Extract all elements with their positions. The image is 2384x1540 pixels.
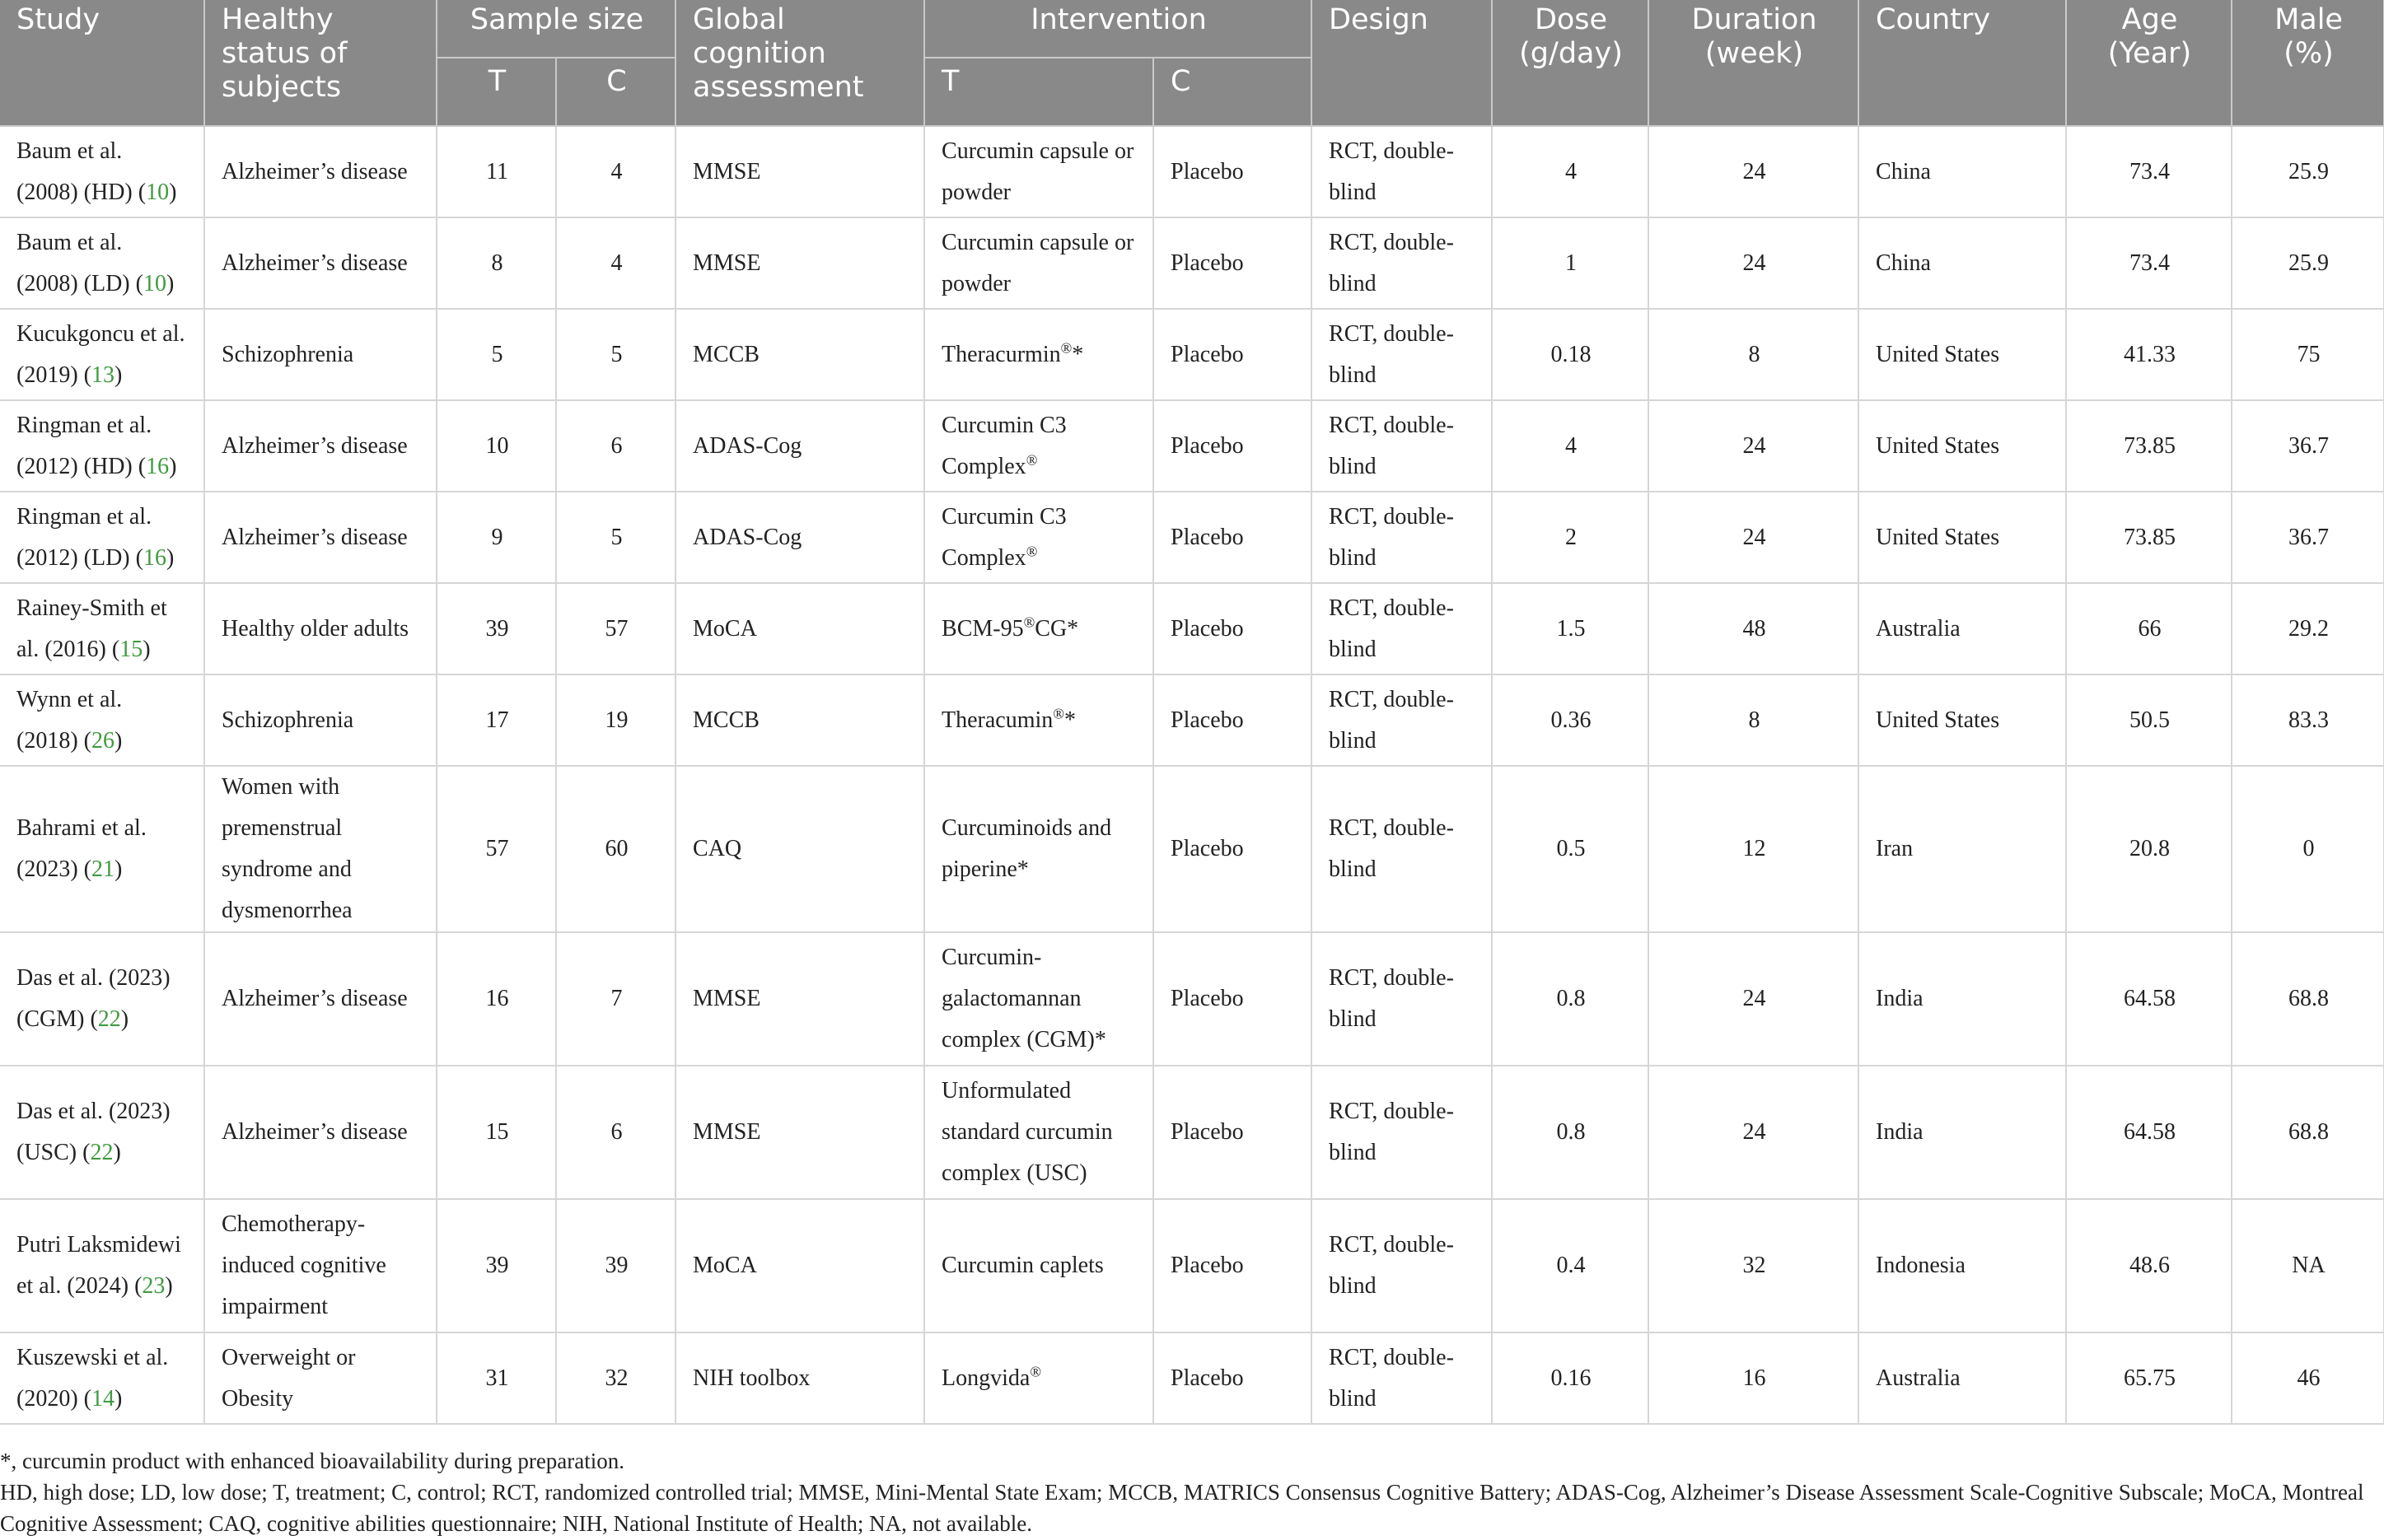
cell-sample-c: 5	[556, 492, 675, 583]
cell-sample-c: 19	[556, 674, 675, 766]
cell-country: Australia	[1858, 1332, 2066, 1424]
cell-country: United States	[1858, 309, 2066, 400]
cell-sample-t: 39	[437, 1199, 556, 1332]
cell-sample-c: 6	[556, 1066, 675, 1199]
intervention-name: Curcumin capsule or powder	[942, 138, 1134, 205]
cell-intervention-c: Placebo	[1153, 1066, 1311, 1199]
cell-intervention-c: Placebo	[1153, 492, 1311, 583]
header-health-status: Healthy status of subjects	[204, 0, 437, 126]
table-row	[0, 217, 2384, 309]
footnote-abbreviations: HD, high dose; LD, low dose; T, treatment; C, control; RCT, randomized controlled trial; MMSE, Mini-Mental State Exam; MCCB, MATRICS Consensus Cognitive Battery; ADAS-Cog, Alzheimer’s Disease Assessment Scale-Cognitive Subscale; MoCA, Montreal Cognitive Assessment; CAQ, cognitive abilities questionnaire; NIH, National Institute of Health; NA, not available.	[0, 1480, 2364, 1536]
cell-intervention-c: Placebo	[1153, 1199, 1311, 1332]
header-intervention: Intervention	[924, 0, 1311, 58]
cell-health-status: Schizophrenia	[204, 674, 437, 766]
cell-intervention-t	[924, 217, 1153, 309]
intervention-name: Curcumin C3 Complex	[942, 412, 1067, 479]
cell-sample-t: 57	[437, 766, 556, 932]
cell-study	[0, 766, 204, 932]
study-suffix: )	[165, 1273, 173, 1299]
cell-sample-t: 5	[437, 309, 556, 400]
table-body	[0, 126, 2384, 1424]
cell-country: United States	[1858, 400, 2066, 492]
reference-link: 16	[143, 544, 166, 571]
header-dose: Dose (g/day)	[1492, 0, 1648, 126]
cell-dose: 0.8	[1492, 1066, 1648, 1199]
cell-intervention-t	[924, 1332, 1153, 1424]
table-footnotes	[0, 1445, 2381, 1539]
cell-age: 73.4	[2066, 217, 2232, 309]
cell-sample-c: 5	[556, 309, 675, 400]
registered-mark: ®	[1023, 614, 1035, 631]
reference-link: 22	[90, 1140, 114, 1165]
cell-sample-c: 39	[556, 1199, 675, 1332]
cell-dose: 1	[1492, 217, 1648, 309]
header-sample-t: T	[437, 58, 556, 126]
header-intervention-c: C	[1153, 58, 1311, 126]
cell-male: 29.2	[2232, 583, 2384, 674]
reference-link: 15	[119, 636, 143, 662]
cell-dose: 4	[1492, 400, 1648, 492]
footnote-asterisk: *, curcumin product with enhanced bioavailability during preparation.	[0, 1449, 625, 1473]
cell-intervention-t	[924, 1066, 1153, 1199]
study-suffix: )	[143, 636, 151, 662]
cell-sample-t: 15	[437, 1066, 556, 1199]
header-assessment: Global cognition assessment	[675, 0, 924, 126]
cell-dose: 0.8	[1492, 932, 1648, 1066]
cell-assessment: CAQ	[675, 766, 924, 932]
study-name: Das et al. (2023) (CGM) (	[16, 965, 171, 1032]
cell-assessment: MoCA	[675, 1199, 924, 1332]
cell-assessment: NIH toolbox	[675, 1332, 924, 1424]
cell-health-status: Alzheimer’s disease	[204, 217, 437, 309]
study-suffix: )	[114, 856, 123, 882]
cell-intervention-t	[924, 583, 1153, 674]
study-suffix: )	[114, 362, 123, 388]
registered-mark: ®	[1026, 451, 1038, 469]
header-male: Male (%)	[2232, 0, 2384, 126]
header-intervention-t: T	[924, 58, 1153, 126]
header-sample-size: Sample size	[437, 0, 675, 58]
cell-duration: 24	[1648, 126, 1858, 217]
cell-intervention-c: Placebo	[1153, 309, 1311, 400]
cell-dose: 0.18	[1492, 309, 1648, 400]
cell-intervention-t	[924, 766, 1153, 932]
cell-age: 48.6	[2066, 1199, 2232, 1332]
cell-country: China	[1858, 217, 2066, 309]
cell-design: RCT, double-blind	[1311, 492, 1492, 583]
study-name: Kucukgoncu et al. (2019) (	[16, 320, 185, 388]
cell-intervention-c: Placebo	[1153, 583, 1311, 674]
study-suffix: )	[169, 453, 177, 479]
cell-age: 65.75	[2066, 1332, 2232, 1424]
intervention-name: Curcumin capsule or powder	[942, 229, 1134, 296]
cell-study	[0, 1066, 204, 1199]
cell-health-status: Schizophrenia	[204, 309, 437, 400]
table-row	[0, 1199, 2384, 1332]
cell-intervention-t	[924, 674, 1153, 766]
registered-mark: ®	[1030, 1363, 1042, 1380]
cell-male: 68.8	[2232, 1066, 2384, 1199]
table-row	[0, 492, 2384, 583]
cell-assessment: MMSE	[675, 217, 924, 309]
cell-male: 68.8	[2232, 932, 2384, 1066]
reference-link: 21	[91, 856, 115, 882]
table-row	[0, 309, 2384, 400]
reference-link: 16	[146, 453, 170, 479]
study-suffix: )	[166, 270, 175, 296]
cell-duration: 24	[1648, 1066, 1858, 1199]
cell-design: RCT, double-blind	[1311, 932, 1492, 1066]
cell-sample-t: 11	[437, 126, 556, 217]
reference-link: 10	[146, 179, 170, 205]
intervention-suffix: CG*	[1035, 615, 1079, 642]
reference-link: 23	[142, 1273, 166, 1299]
cell-male: 75	[2232, 309, 2384, 400]
cell-assessment: MMSE	[675, 126, 924, 217]
cell-duration: 8	[1648, 309, 1858, 400]
study-suffix: )	[114, 1385, 123, 1412]
intervention-name: Unformulated standard curcumin complex (USC)	[942, 1078, 1113, 1186]
cell-design: RCT, double-blind	[1311, 674, 1492, 766]
cell-intervention-c: Placebo	[1153, 126, 1311, 217]
cell-intervention-c: Placebo	[1153, 674, 1311, 766]
study-name: Ringman et al. (2012) (HD) (	[16, 412, 152, 479]
cell-dose: 4	[1492, 126, 1648, 217]
cell-sample-c: 32	[556, 1332, 675, 1424]
cell-intervention-c: Placebo	[1153, 1332, 1311, 1424]
cell-duration: 12	[1648, 766, 1858, 932]
cell-age: 50.5	[2066, 674, 2232, 766]
study-name: Kuszewski et al. (2020) (	[16, 1344, 169, 1412]
table-row	[0, 674, 2384, 766]
cell-study	[0, 126, 204, 217]
header-duration: Duration (week)	[1648, 0, 1858, 126]
cell-health-status: Chemotherapy-induced cognitive impairment	[204, 1199, 437, 1332]
cell-health-status: Alzheimer’s disease	[204, 932, 437, 1066]
study-name: Das et al. (2023) (USC) (	[16, 1099, 171, 1165]
cell-country: United States	[1858, 674, 2066, 766]
table-row	[0, 766, 2384, 932]
cell-design: RCT, double-blind	[1311, 309, 1492, 400]
cell-intervention-c: Placebo	[1153, 932, 1311, 1066]
cell-duration: 48	[1648, 583, 1858, 674]
study-suffix: )	[113, 1140, 121, 1165]
intervention-name: BCM-95	[942, 615, 1024, 642]
cell-intervention-c: Placebo	[1153, 217, 1311, 309]
cell-intervention-c: Placebo	[1153, 766, 1311, 932]
cell-health-status: Alzheimer’s disease	[204, 400, 437, 492]
cell-assessment: ADAS-Cog	[675, 492, 924, 583]
cell-male: 83.3	[2232, 674, 2384, 766]
cell-assessment: MCCB	[675, 674, 924, 766]
cell-sample-t: 9	[437, 492, 556, 583]
cell-design: RCT, double-blind	[1311, 400, 1492, 492]
study-suffix: )	[120, 1006, 129, 1032]
cell-design: RCT, double-blind	[1311, 126, 1492, 217]
intervention-name: Theracumin	[942, 707, 1054, 733]
study-name: Bahrami et al. (2023) (	[16, 815, 147, 882]
cell-health-status: Overweight or Obesity	[204, 1332, 437, 1424]
cell-country: Indonesia	[1858, 1199, 2066, 1332]
cell-design: RCT, double-blind	[1311, 1199, 1492, 1332]
cell-sample-c: 4	[556, 217, 675, 309]
cell-country: Australia	[1858, 583, 2066, 674]
cell-male: 46	[2232, 1332, 2384, 1424]
cell-study	[0, 932, 204, 1066]
cell-health-status: Alzheimer’s disease	[204, 1066, 437, 1199]
study-name: Putri Laksmidewi et al. (2024) (	[16, 1232, 181, 1299]
intervention-name: Curcumin-galactomannan complex (CGM)*	[942, 945, 1106, 1052]
cell-design: RCT, double-blind	[1311, 1332, 1492, 1424]
cell-age: 64.58	[2066, 1066, 2232, 1199]
table-row	[0, 400, 2384, 492]
cell-health-status: Alzheimer’s disease	[204, 492, 437, 583]
reference-link: 13	[91, 362, 115, 388]
study-suffix: )	[114, 727, 123, 754]
cell-intervention-t	[924, 126, 1153, 217]
cell-duration: 8	[1648, 674, 1858, 766]
study-name: Rainey-Smith et al. (2016) (	[16, 595, 167, 662]
cell-design: RCT, double-blind	[1311, 217, 1492, 309]
cell-age: 66	[2066, 583, 2232, 674]
study-name: Baum et al. (2008) (HD) (	[16, 138, 147, 205]
cell-health-status: Healthy older adults	[204, 583, 437, 674]
header-age: Age (Year)	[2066, 0, 2232, 126]
cell-sample-t: 16	[437, 932, 556, 1066]
cell-intervention-c: Placebo	[1153, 400, 1311, 492]
cell-duration: 24	[1648, 492, 1858, 583]
cell-health-status: Women with premenstrual syndrome and dysmenorrhea	[204, 766, 437, 932]
header-design: Design	[1311, 0, 1492, 126]
header-sample-c: C	[556, 58, 675, 126]
cell-study	[0, 217, 204, 309]
cell-sample-c: 6	[556, 400, 675, 492]
table-row	[0, 126, 2384, 217]
cell-intervention-t	[924, 932, 1153, 1066]
cell-male: 0	[2232, 766, 2384, 932]
cell-dose: 2	[1492, 492, 1648, 583]
cell-assessment: MCCB	[675, 309, 924, 400]
study-name: Baum et al. (2008) (LD) (	[16, 229, 143, 296]
cell-country: United States	[1858, 492, 2066, 583]
table-row	[0, 1066, 2384, 1199]
header-country: Country	[1858, 0, 2066, 126]
reference-link: 22	[97, 1006, 121, 1032]
registered-mark: ®	[1026, 543, 1038, 560]
cell-duration: 24	[1648, 400, 1858, 492]
cell-male: 36.7	[2232, 492, 2384, 583]
cell-study	[0, 400, 204, 492]
reference-link: 26	[91, 727, 115, 754]
cell-duration: 32	[1648, 1199, 1858, 1332]
study-name: Wynn et al. (2018) (	[16, 686, 123, 754]
cell-age: 73.85	[2066, 400, 2232, 492]
cell-study	[0, 674, 204, 766]
header-study: Study	[0, 0, 204, 126]
cell-sample-t: 39	[437, 583, 556, 674]
table-row	[0, 1332, 2384, 1424]
cell-sample-c: 60	[556, 766, 675, 932]
cell-male: 25.9	[2232, 217, 2384, 309]
cell-dose: 0.16	[1492, 1332, 1648, 1424]
cell-assessment: ADAS-Cog	[675, 400, 924, 492]
registered-mark: ®	[1053, 705, 1064, 722]
cell-dose: 0.4	[1492, 1199, 1648, 1332]
cell-study	[0, 309, 204, 400]
cell-duration: 24	[1648, 932, 1858, 1066]
cell-intervention-t	[924, 1199, 1153, 1332]
cell-intervention-t	[924, 400, 1153, 492]
reference-link: 10	[143, 270, 166, 296]
cell-sample-t: 10	[437, 400, 556, 492]
registered-mark: ®	[1060, 339, 1073, 357]
table-row	[0, 583, 2384, 674]
cell-dose: 0.5	[1492, 766, 1648, 932]
cell-assessment: MMSE	[675, 932, 924, 1066]
cell-study	[0, 1332, 204, 1424]
cell-assessment: MoCA	[675, 583, 924, 674]
cell-sample-c: 7	[556, 932, 675, 1066]
intervention-name: Theracurmin	[942, 341, 1061, 367]
cell-country: India	[1858, 1066, 2066, 1199]
cell-dose: 0.36	[1492, 674, 1648, 766]
cell-duration: 16	[1648, 1332, 1858, 1424]
cell-sample-c: 57	[556, 583, 675, 674]
intervention-name: Longvida	[942, 1365, 1031, 1391]
cell-assessment: MMSE	[675, 1066, 924, 1199]
cell-age: 41.33	[2066, 309, 2232, 400]
cell-intervention-t	[924, 309, 1153, 400]
cell-study	[0, 1199, 204, 1332]
intervention-suffix: *	[1063, 707, 1076, 733]
intervention-name: Curcumin C3 Complex	[942, 503, 1067, 571]
cell-health-status: Alzheimer’s disease	[204, 126, 437, 217]
table-row	[0, 932, 2384, 1066]
cell-intervention-t	[924, 492, 1153, 583]
cell-age: 73.85	[2066, 492, 2232, 583]
cell-design: RCT, double-blind	[1311, 583, 1492, 674]
cell-sample-t: 17	[437, 674, 556, 766]
cell-country: Iran	[1858, 766, 2066, 932]
intervention-suffix: *	[1072, 341, 1084, 367]
study-suffix: )	[169, 179, 177, 205]
cell-male: NA	[2232, 1199, 2384, 1332]
intervention-name: Curcumin caplets	[942, 1253, 1104, 1278]
cell-sample-c: 4	[556, 126, 675, 217]
study-suffix: )	[166, 544, 175, 571]
cell-age: 64.58	[2066, 932, 2232, 1066]
cell-country: India	[1858, 932, 2066, 1066]
cell-sample-t: 8	[437, 217, 556, 309]
cell-design: RCT, double-blind	[1311, 1066, 1492, 1199]
cell-age: 20.8	[2066, 766, 2232, 932]
cell-study	[0, 583, 204, 674]
cell-dose: 1.5	[1492, 583, 1648, 674]
cell-sample-t: 31	[437, 1332, 556, 1424]
cell-design: RCT, double-blind	[1311, 766, 1492, 932]
study-name: Ringman et al. (2012) (LD) (	[16, 503, 152, 571]
cell-country: China	[1858, 126, 2066, 217]
cell-duration: 24	[1648, 217, 1858, 309]
intervention-name: Curcuminoids and piperine*	[942, 815, 1112, 882]
reference-link: 14	[91, 1385, 115, 1412]
cell-study	[0, 492, 204, 583]
cell-male: 36.7	[2232, 400, 2384, 492]
cell-age: 73.4	[2066, 126, 2232, 217]
cell-male: 25.9	[2232, 126, 2384, 217]
